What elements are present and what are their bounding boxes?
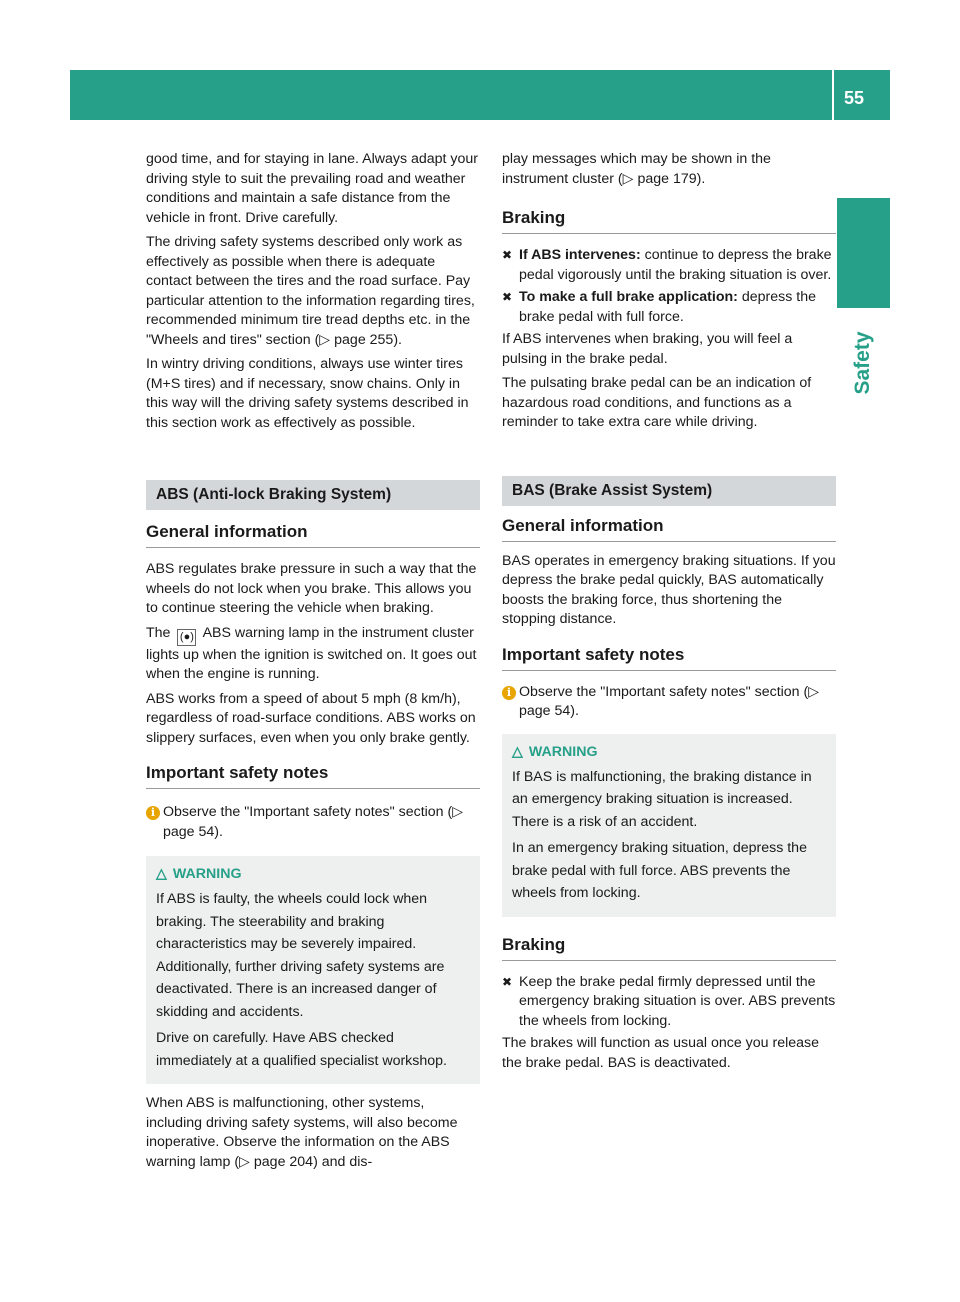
bullet-item xyxy=(502,288,836,327)
warning-box xyxy=(502,734,836,917)
info-note-text: Observe the "Important safety notes" section (▷ page 54). xyxy=(163,804,464,840)
header-title: Driving safety systems xyxy=(600,18,818,40)
side-tab-marker xyxy=(837,198,890,308)
paragraph: In wintry driving conditions, always use winter tires (M+S tires) and if necessary, snow chains. Only in this way will the driving safety systems described in this section work as effectively as possible. xyxy=(146,356,469,431)
info-icon: i xyxy=(502,686,516,700)
paragraph: The pulsating brake pedal can be an indication of hazardous road conditions, and functions as a reminder to take extra care while driving. xyxy=(502,375,812,430)
heading-braking: Braking xyxy=(502,935,836,961)
page-number: 55 xyxy=(843,88,865,108)
warning-paragraph: If BAS is malfunctioning, the braking distance in an emergency braking situation is increased. There is a risk of an accident. xyxy=(512,768,812,830)
warning-paragraph: If ABS is faulty, the wheels could lock when braking. The steerability and braking characteristics may be severely impaired. Additionally, further driving safety systems are deactivated. There is an increased danger of skidding and accidents. xyxy=(156,891,445,1020)
info-icon: i xyxy=(146,806,160,820)
bullet-text: continue to depress the brake pedal vigorously until the braking situation is over. xyxy=(519,247,832,283)
paragraph: good time, and for staying in lane. Always adapt your driving style to suit the prevailing road and weather conditions and maintain a safe distance from the vehicle in front. Drive carefully. xyxy=(146,151,479,226)
bullet-bold: If ABS intervenes: xyxy=(519,247,641,263)
side-tab-label xyxy=(837,318,890,408)
paragraph: When ABS is malfunctioning, other systems, including driving safety systems, will also become inoperative. Observe the information on the ABS warning lamp (▷ page 204) and dis- xyxy=(146,1095,458,1170)
paragraph: The driving safety systems described only work as effectively as possible when there is adequate contact between the tires and the road surface. Pay particular attention to the information regarding tires, recommended minimum tire tread depths etc. in the "Wheels and tires" section (▷ page 255). xyxy=(146,234,475,348)
left-column xyxy=(146,150,480,1177)
arrow-right-icon: ✖ xyxy=(502,248,513,262)
heading-braking: Braking xyxy=(502,208,836,234)
text: The xyxy=(146,624,171,641)
warning-title xyxy=(512,744,828,760)
bullet-bold: To make a full brake application: xyxy=(519,289,738,305)
warning-title xyxy=(156,866,472,882)
bullet-text: depress the brake pedal with full force. xyxy=(519,289,817,325)
side-tab-text: Safety xyxy=(851,331,874,395)
paragraph: play messages which may be shown in the instrument cluster (▷ page 179). xyxy=(502,151,771,187)
bullet-item xyxy=(502,246,836,285)
right-column xyxy=(502,150,836,1078)
paragraph: ABS regulates brake pressure in such a way that the wheels do not lock when you brake. This allows you to continue steering the vehicle when braking. xyxy=(146,561,477,616)
bullet-item xyxy=(502,973,836,1032)
paragraph: BAS operates in emergency braking situations. If you depress the brake pedal quickly, BAS automatically boosts the braking force, thus shortening the stopping distance. xyxy=(502,552,836,627)
abs-warning-lamp-icon: (●) xyxy=(177,629,196,646)
heading-general-information: General information xyxy=(502,516,836,542)
header-bar xyxy=(70,70,890,120)
paragraph-abs-lamp xyxy=(146,624,480,685)
warning-paragraph: Drive on carefully. Have ABS checked immediately at a qualified specialist workshop. xyxy=(156,1030,447,1069)
warning-title-text: WARNING xyxy=(528,743,598,760)
warning-box xyxy=(146,856,480,1084)
info-note xyxy=(502,683,836,722)
heading-general-information: General information xyxy=(146,522,480,548)
bullet-text: Keep the brake pedal firmly depressed until the emergency braking situation is over. ABS prevents the wheels from locking. xyxy=(519,973,836,1029)
arrow-right-icon: ✖ xyxy=(502,290,513,304)
warning-triangle-icon: △ xyxy=(512,743,523,760)
warning-triangle-icon: △ xyxy=(156,866,167,882)
heading-important-safety-notes: Important safety notes xyxy=(502,645,836,671)
text: ABS warning lamp in the instrument cluster lights up when the ignition is switched on. It goes out when the engine is running. xyxy=(146,624,477,682)
paragraph: The brakes will function as usual once you release the brake pedal. BAS is deactivated. xyxy=(502,1035,820,1071)
info-note-text: Observe the "Important safety notes" section (▷ page 54). xyxy=(519,683,820,719)
section-title-bas: BAS (Brake Assist System) xyxy=(502,476,836,506)
heading-important-safety-notes: Important safety notes xyxy=(146,763,480,789)
section-title-abs: ABS (Anti-lock Braking System) xyxy=(146,480,480,510)
warning-paragraph: In an emergency braking situation, depress the brake pedal with full force. ABS prevents the wheels from locking. xyxy=(512,840,807,901)
paragraph: ABS works from a speed of about 5 mph (8 km/h), regardless of road-surface conditions. ABS works on slippery surfaces, even when you only brake gently. xyxy=(146,690,476,746)
paragraph: If ABS intervenes when braking, you will feel a pulsing in the brake pedal. xyxy=(502,331,793,367)
arrow-right-icon: ✖ xyxy=(502,974,513,989)
info-note xyxy=(146,803,480,842)
warning-title-text: WARNING xyxy=(172,866,242,882)
